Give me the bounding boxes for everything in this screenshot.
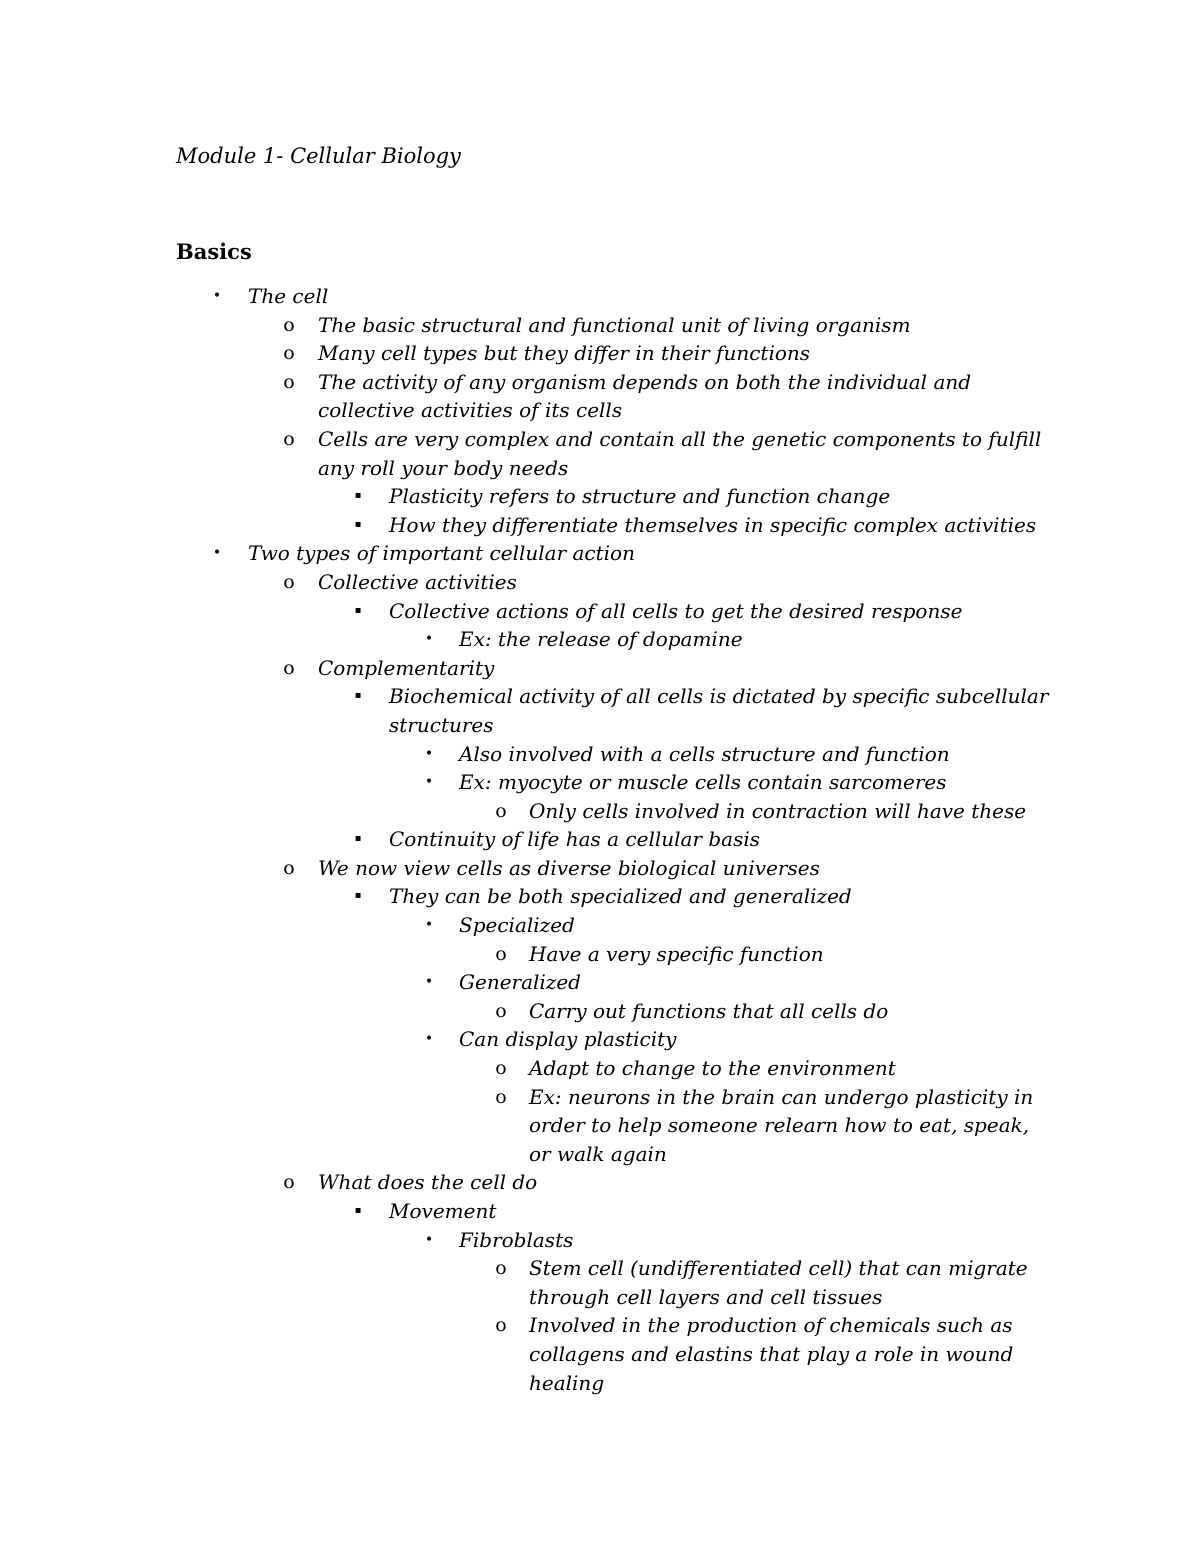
outline-item-level-2 <box>0 311 1200 340</box>
outline-item-level-4 <box>0 768 1200 797</box>
bullet-marker: • <box>424 974 434 991</box>
outline-item-text: Ex: myocyte or muscle cells contain sarcomeres <box>459 770 947 795</box>
bullet-marker: ▪ <box>354 890 362 902</box>
outline-item-text: Stem cell (undifferentiated cell) that can migrate <box>529 1256 1028 1281</box>
outline-item-level-4 <box>0 1226 1200 1255</box>
outline-item-text: Continuity of life has a cellular basis <box>389 827 761 852</box>
outline-item-level-2 <box>0 339 1200 368</box>
outline-item-text: Collective actions of all cells to get the desired response <box>389 598 963 623</box>
outline-item-level-2 <box>0 654 1200 683</box>
bullet-marker: o <box>495 1085 507 1108</box>
outline-item-level-4 <box>0 740 1200 769</box>
bullet-marker: ▪ <box>354 604 362 616</box>
outline-item-text: We now view cells as diverse biological universes <box>318 855 820 880</box>
outline-item-level-4 <box>0 625 1200 654</box>
bullet-marker: o <box>283 427 295 450</box>
bullet-marker: o <box>495 799 507 822</box>
outline-item-text: How they differentiate themselves in specific complex activities <box>389 512 1037 537</box>
outline-item-text: Plasticity refers to structure and function change <box>389 484 891 509</box>
outline-item-level-3 <box>0 882 1200 911</box>
bullet-marker: o <box>283 370 295 393</box>
outline-item-level-3 <box>0 597 1200 626</box>
outline-item-text: Can display plasticity <box>459 1027 677 1052</box>
outline-item-level-2 <box>0 368 1200 425</box>
outline-item-text: The cell <box>248 284 329 308</box>
outline-item-level-5 <box>0 1311 1200 1397</box>
outline-item-level-3 <box>0 482 1200 511</box>
bullet-marker: • <box>424 1031 434 1048</box>
outline-item-text: Fibroblasts <box>459 1227 574 1252</box>
outline-item-text: or walk again <box>529 1141 667 1166</box>
outline-item-text: Ex: the release of dopamine <box>459 627 743 652</box>
outline-item-text: Also involved with a cells structure and function <box>459 741 950 766</box>
outline-item-text: What does the cell do <box>318 1170 538 1195</box>
outline-item-text: Cells are very complex and contain all the genetic components to fulfill <box>318 426 1042 451</box>
outline-item-text: Two types of important cellular action <box>248 541 635 566</box>
outline-item-level-2 <box>0 568 1200 597</box>
bullet-marker: ▪ <box>354 690 362 702</box>
bullet-marker: o <box>495 1057 507 1080</box>
bullet-marker: • <box>424 917 434 934</box>
outline-item-text: through cell layers and cell tissues <box>529 1284 883 1309</box>
bullet-marker: • <box>424 774 434 791</box>
outline-item-text: Biochemical activity of all cells is dictated by specific subcellular <box>389 684 1049 709</box>
bullet-marker: o <box>283 1171 295 1194</box>
bullet-marker: o <box>495 1314 507 1337</box>
outline-item-text: They can be both specialized and generalized <box>389 884 852 909</box>
outline-item-level-1 <box>0 282 1200 311</box>
outline-item-level-4 <box>0 911 1200 940</box>
bullet-marker: o <box>283 656 295 679</box>
outline-item-text: Involved in the production of chemicals such as <box>529 1313 1013 1338</box>
outline-item-level-2 <box>0 854 1200 883</box>
outline-item-text: collective activities of its cells <box>318 398 623 423</box>
bullet-marker: ▪ <box>354 833 362 845</box>
outline-item-level-4 <box>0 1025 1200 1054</box>
outline-item-text: structures <box>389 712 494 737</box>
outline-item-level-4 <box>0 968 1200 997</box>
bullet-marker: ▪ <box>354 1205 362 1216</box>
outline-item-text: collagens and elastins that play a role in wound <box>529 1341 1014 1366</box>
outline-item-level-3 <box>0 825 1200 854</box>
outline-item-text: order to help someone relearn how to eat, speak, <box>529 1113 1030 1138</box>
outline-item-text: healing <box>529 1370 605 1395</box>
bullet-marker: • <box>212 288 222 304</box>
outline-item-level-5 <box>0 797 1200 826</box>
outline-item-level-3 <box>0 682 1200 739</box>
bullet-marker: • <box>424 745 434 762</box>
bullet-marker: ▪ <box>354 490 362 502</box>
outline-item-text: The activity of any organism depends on both the individual and <box>318 369 972 394</box>
outline-item-text: Ex: neurons in the brain can undergo plasticity in <box>529 1084 1034 1109</box>
bullet-marker: o <box>283 342 295 365</box>
bullet-marker: o <box>495 942 507 965</box>
outline-item-level-5 <box>0 1054 1200 1083</box>
outline-item-text: Collective activities <box>318 569 517 594</box>
bullet-marker: ▪ <box>354 518 362 530</box>
outline-item-text: Have a very specific function <box>529 941 824 966</box>
outline-item-level-5 <box>0 1254 1200 1311</box>
bullet-marker: o <box>283 856 295 879</box>
outline-item-text: Carry out functions that all cells do <box>529 998 889 1023</box>
outline-item-text: Many cell types but they differ in their functions <box>318 341 811 366</box>
outline-item-level-5 <box>0 1083 1200 1169</box>
outline-item-text: any roll your body needs <box>318 455 569 480</box>
bullet-marker: • <box>424 631 434 648</box>
outline-item-level-3 <box>0 1197 1200 1226</box>
outline-item-level-5 <box>0 997 1200 1026</box>
bullet-marker: o <box>495 999 507 1022</box>
bullet-marker: • <box>424 1231 434 1248</box>
outline-item-level-3 <box>0 511 1200 540</box>
document-title: Module 1- Cellular Biology <box>176 144 461 168</box>
outline-item-text: Only cells involved in contraction will have these <box>529 798 1027 823</box>
outline-item-text: The basic structural and functional unit of living organism <box>318 312 911 337</box>
outline-item-text: Generalized <box>459 970 581 995</box>
outline-item-text: Specialized <box>459 913 575 938</box>
bullet-marker: • <box>212 545 222 562</box>
bullet-marker: o <box>283 570 295 593</box>
outline-item-text: Movement <box>389 1199 497 1223</box>
outline-item-text: Adapt to change to the environment <box>529 1056 896 1081</box>
outline-item-level-1 <box>0 539 1200 568</box>
bullet-marker: o <box>283 313 295 336</box>
outline-item-level-2 <box>0 425 1200 482</box>
outline-item-text: Complementarity <box>318 655 495 680</box>
outline-item-level-2 <box>0 1168 1200 1197</box>
outline-item-level-5 <box>0 940 1200 969</box>
section-heading-basics: Basics <box>176 239 252 264</box>
bullet-marker: o <box>495 1257 507 1280</box>
outline-list <box>0 282 1200 1397</box>
